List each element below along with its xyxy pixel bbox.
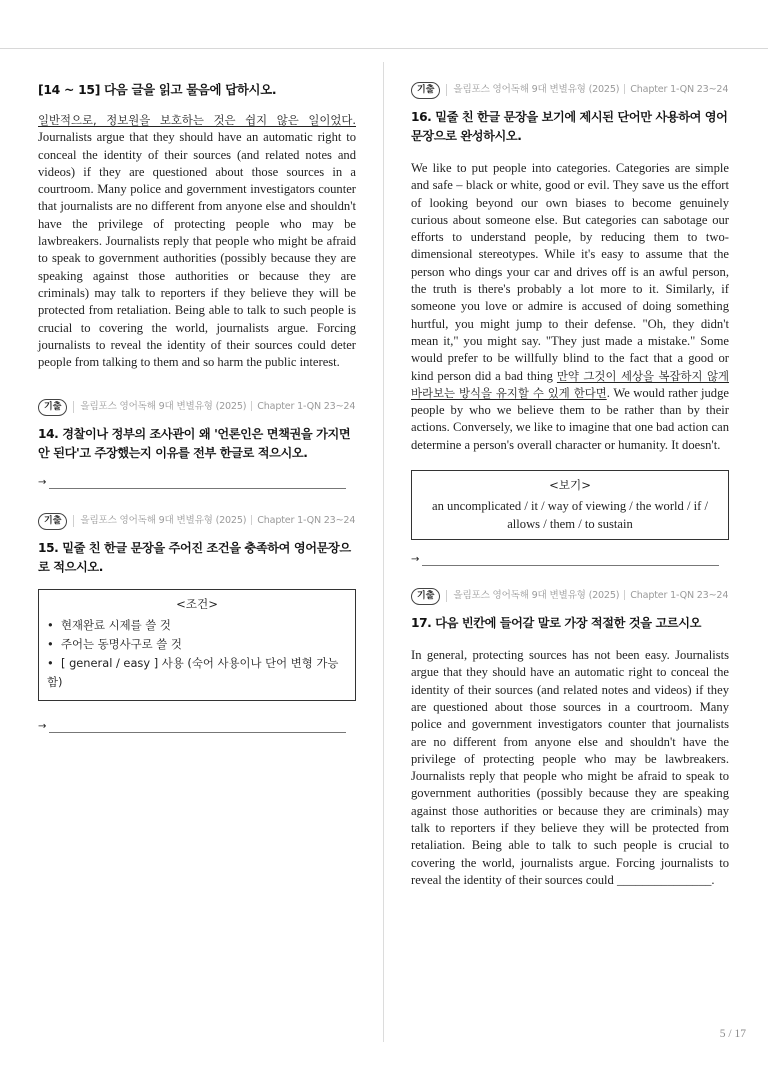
source-info: 올림포스 영어독해 9대 변별유형 (2025) Chapter 1-QN 23~24 [446, 590, 728, 602]
condition-item: • 현재완료 시제를 쓸 것 [47, 616, 347, 635]
answer-line-q14[interactable] [38, 477, 356, 491]
condition-item: • [ general / easy ] 사용 (숙어 사용이나 단어 변형 가능함) [47, 654, 347, 692]
answer-line-q16[interactable] [411, 554, 729, 568]
conditions-list [47, 616, 347, 692]
question-17: 17. 다음 빈칸에 들어갈 말로 가장 적절한 것을 고르시오 [411, 616, 701, 631]
passage-body: Journalists argue that they should have an automatic right to conceal the identity of their sources (and related notes and videos) if they are questioned about those sources in a courtroom. Many police and government investigators counter that journalists are no different from anyone else and shouldn't have the privilege of protecting people who may be lawbreakers. Journalists reply that people who might be afraid to speak to government authorities (possibly because they are speaking against those authorities or because they are criminals) may talk to reporters if they believe they will be protected from retaliation. Being able to talk to such people is crucial to covering the world, journalists argue. Forcing journalists to reveal the identity of their sources could deter people from talking to them and so harm the public interest. [38, 130, 356, 370]
underlined-korean-sentence: 일반적으로, 정보원을 보호하는 것은 쉽지 않은 일이었다. [38, 113, 356, 127]
conditions-title: <조건> [176, 597, 218, 612]
source-tag-q16 [411, 80, 729, 100]
source-info: 올림포스 영어독해 9대 변별유형 (2025) Chapter 1-QN 23~24 [73, 515, 355, 527]
source-info: 올림포스 영어독해 9대 변별유형 (2025) Chapter 1-QN 23~24 [73, 401, 355, 413]
past-exam-badge: 기출 [411, 588, 440, 605]
arrow-icon: → [38, 477, 47, 489]
conditions-box [38, 589, 356, 701]
passage-14-15 [38, 112, 356, 371]
question-14: 14. 경찰이나 정부의 조사관이 왜 '언론인은 면책권을 가지면 안 된다'고 주장했는지 이유를 전부 한글로 적으시오. [38, 427, 351, 461]
condition-item: • 주어는 동명사구로 쓸 것 [47, 635, 347, 654]
source-info: 올림포스 영어독해 9대 변별유형 (2025) Chapter 1-QN 23~24 [446, 84, 728, 96]
source-tag-q17 [411, 586, 729, 606]
section-heading: [14 ~ 15] 다음 글을 읽고 물음에 답하시오. [38, 82, 277, 97]
word-bank-box [411, 470, 729, 540]
header-rule [0, 48, 768, 49]
source-tag-q15 [38, 511, 356, 531]
past-exam-badge: 기출 [411, 82, 440, 99]
past-exam-badge: 기출 [38, 399, 67, 416]
arrow-icon: → [38, 721, 47, 733]
arrow-icon: → [411, 554, 420, 566]
word-bank-title: <보기> [549, 478, 591, 493]
column-divider [383, 62, 384, 1042]
left-column [38, 80, 356, 735]
question-15: 15. 밑줄 친 한글 문장을 주어진 조건을 충족하여 영어문장으로 적으시오. [38, 541, 351, 575]
right-column [411, 80, 729, 889]
answer-line-q15[interactable] [38, 721, 356, 735]
passage-16: We like to put people into categories. Categories are simple and safe – black or white, good or evil. They save us the effort of looking beyond our own biases to become genuinely curious about someone else. But categories can sabotage our efforts to understand people, by reducing them to two-dimensional stereotypes. While it's easy to assume that the person who dings your car and drives off is an awful person, the truth is there's probably a lot more to it. Similarly, if someone you love or admire is accused of doing something hurtful, you might jump to their defense. "Oh, they didn't mean it," you might say. "They just made a mistake." Some would prefer to be willfully blind to the fact that a good or kind person did a bad thing 만약 그것이 세상을 복잡하지 않게 바라보는 방식을 유지할 수 있게 한다면. We would rather judge people by who we believe them to be rather than by their actions. Conversely, we like to imagine that one bad action can determine a person's overall character or humanity. It doesn't. [411, 161, 729, 452]
question-16: 16. 밑줄 친 한글 문장을 보기에 제시된 단어만 사용하여 영어문장으로 완성하시오. [411, 110, 728, 143]
past-exam-badge: 기출 [38, 513, 67, 530]
source-tag-q14 [38, 397, 356, 417]
underlined-korean-sentence: 만약 그것이 세상을 복잡하지 않게 바라보는 방식을 유지할 수 있게 한다면 [411, 368, 729, 400]
passage-17: In general, protecting sources has not been easy. Journalists argue that they should have an automatic right to conceal the identity of their sources (and related notes and videos) if they are questioned about those sources in a courtroom. Many police and government investigators counter that journalists are no different from anyone else and shouldn't have the privilege of protecting people who may be lawbreakers. Journalists reply that people who might be afraid to speak to government authorities (possibly because they are speaking against those authorities or because they are criminals) may talk to reporters if they believe they will be protected from retaliation. Being able to talk to such people is crucial to covering the world, journalists argue. Forcing journalists to reveal the identity of their sources could _______________. [411, 648, 729, 887]
word-bank: an uncomplicated / it / way of viewing / the world / if / allows / them / to sustain [432, 499, 708, 532]
page-number: 5 / 17 [719, 1028, 746, 1040]
